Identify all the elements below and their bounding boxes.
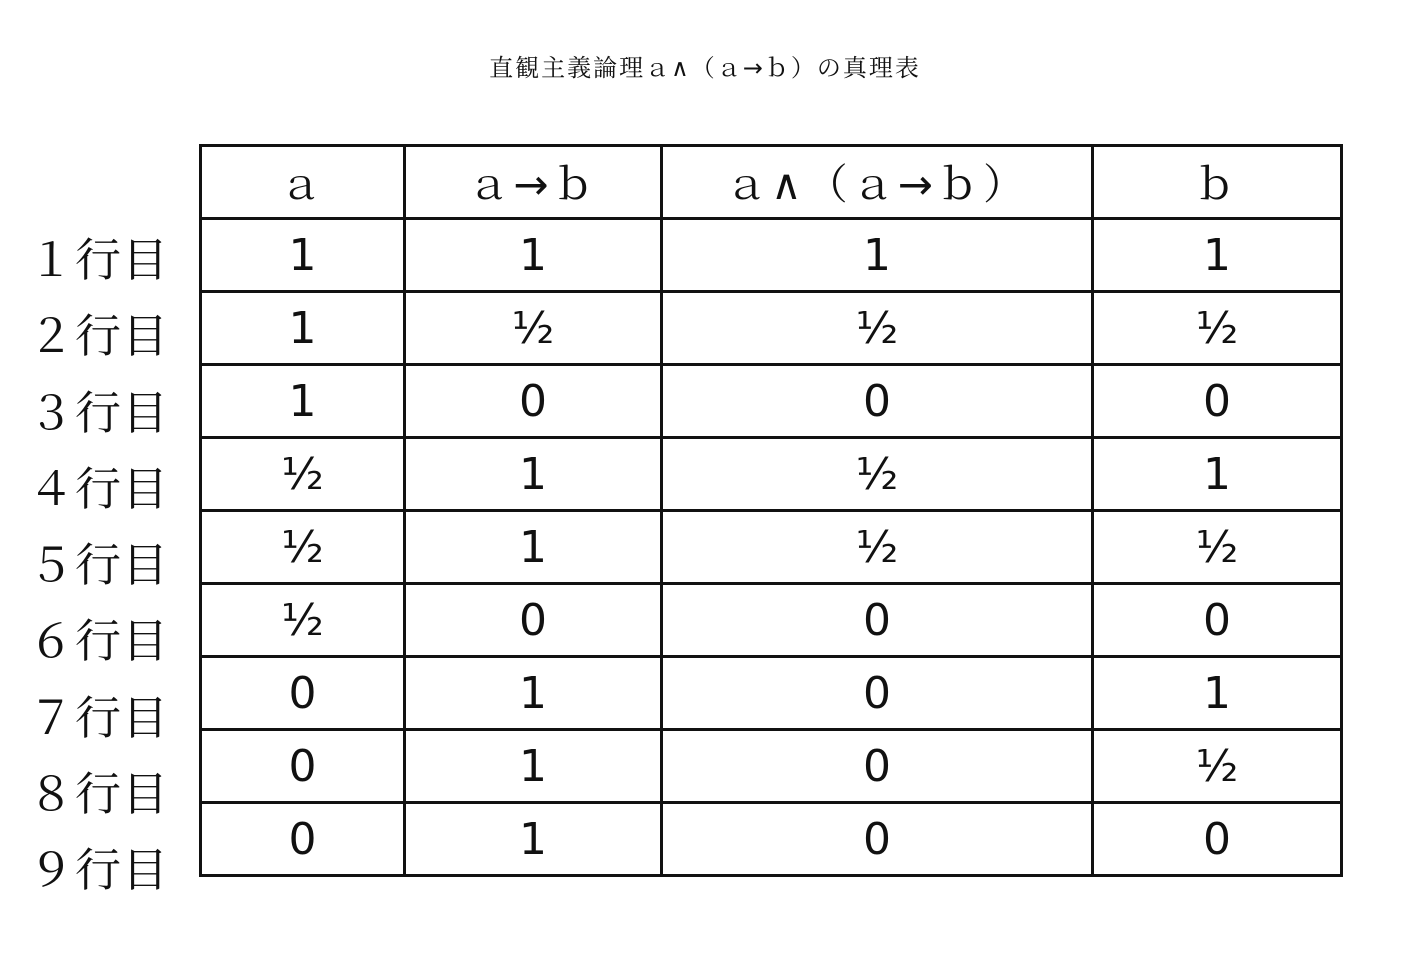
table-row: [201, 438, 1342, 511]
page-title: 直観主義論理ａ∧（ａ→ｂ）の真理表: [489, 54, 921, 82]
table-cell: ½: [662, 511, 1093, 584]
table-cell: 0: [662, 365, 1093, 438]
row-label: ５行目: [28, 538, 169, 593]
table-cell: ½: [1093, 511, 1342, 584]
table-row: [201, 365, 1342, 438]
table-cell: ½: [201, 511, 405, 584]
table-cell: 0: [662, 803, 1093, 876]
header-cell-a-implies-b: ａ→ｂ: [405, 146, 662, 219]
table-cell: 1: [1093, 438, 1342, 511]
table-cell: 1: [201, 292, 405, 365]
table-cell: ½: [201, 584, 405, 657]
table-cell: 0: [405, 365, 662, 438]
table-cell: 0: [662, 657, 1093, 730]
table-row: [201, 730, 1342, 803]
row-label: ６行目: [28, 614, 169, 669]
row-label: ４行目: [28, 461, 169, 516]
row-label: ７行目: [28, 690, 169, 745]
table-cell: 1: [201, 365, 405, 438]
row-label: ２行目: [28, 309, 169, 364]
table-cell: 1: [405, 730, 662, 803]
table-cell: 1: [405, 438, 662, 511]
table-cell: 1: [1093, 657, 1342, 730]
table-cell: 1: [201, 219, 405, 292]
table-cell: 1: [405, 657, 662, 730]
header-cell-b: ｂ: [1093, 146, 1342, 219]
row-label: １行目: [28, 233, 169, 287]
header-row: [201, 146, 1342, 219]
table-row: [201, 803, 1342, 876]
row-labels: [28, 222, 178, 909]
table-cell: 0: [1093, 803, 1342, 876]
truth-table: [199, 144, 1343, 877]
table-row: [201, 584, 1342, 657]
table-cell: ½: [1093, 292, 1342, 365]
table-cell: 1: [405, 219, 662, 292]
table-row: [201, 511, 1342, 584]
table-cell: 1: [1093, 219, 1342, 292]
table-cell: 0: [405, 584, 662, 657]
table-cell: 0: [1093, 584, 1342, 657]
table-cell: 0: [1093, 365, 1342, 438]
table-cell: 1: [405, 803, 662, 876]
table-cell: 0: [201, 803, 405, 876]
table-row: [201, 657, 1342, 730]
table-cell: ½: [1093, 730, 1342, 803]
row-label: ３行目: [28, 385, 169, 440]
header-cell-a-and-a-implies-b: ａ∧（ａ→ｂ）: [662, 146, 1093, 219]
table-row: [201, 292, 1342, 365]
table-cell: ½: [201, 438, 405, 511]
table-cell: 1: [662, 219, 1093, 292]
table-cell: 0: [662, 584, 1093, 657]
table-cell: 0: [201, 730, 405, 803]
table-cell: 0: [201, 657, 405, 730]
table-cell: ½: [662, 292, 1093, 365]
table-cell: 1: [405, 511, 662, 584]
table-cell: ½: [662, 438, 1093, 511]
row-label: ８行目: [28, 767, 169, 822]
table-cell: ½: [405, 292, 662, 365]
header-cell-a: ａ: [201, 146, 405, 219]
table-cell: 0: [662, 730, 1093, 803]
table-row: [201, 219, 1342, 292]
row-label: ９行目: [28, 843, 169, 898]
